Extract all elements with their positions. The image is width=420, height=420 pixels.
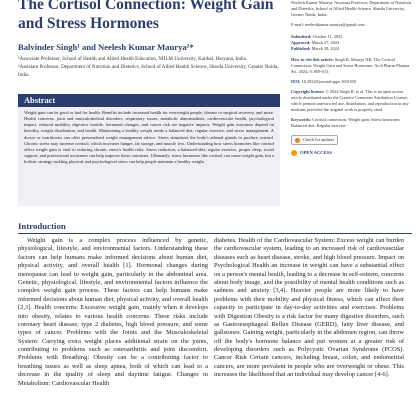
doi-link[interactable]: 10.29328/journal.apps.1001050 [301,79,357,85]
open-access-icon [291,150,297,156]
approved-value: March 27, 2024 [311,40,340,46]
doi-label: DOI: [291,79,301,85]
citation-text: Singh B, Maurya NK. The Cortisol Connection: Weight Gain and Stress Hormones. Arch Pharm Pharma Sci. 2024; 8: 009-015. [291,57,410,75]
published-label: Published: [291,46,311,52]
article-dates [291,34,412,52]
abstract-box [18,94,280,206]
body-column-left: Weight gain is a complex process influenced by genetic, physiological, lifestyle, and environmental factors. Understanding these factors can help humans make informed decisions about human diet, physical activity, and overall health [1]. Hormonal changes during menopause can lead to weight gain, particularly in the abdominal area. Genetic, physiological, lifestyle, and environmental factors influence the complex weight gain process. These factors can help humans make informed decisions about human diet, physical activity, and overall health [2,3]. Health concerns: Excessive weight gain, mainly when it develops into obesity, relates to various health concerns. These risks include coronary heart disease, type 2 diabetes, high blood pressure, and some types of cancer. Problems with the Joints and the Musculoskeletal System: Carrying extra weight places additional strain on the joints, contributing to problems such as osteoarthritis and joint discomfort. Problems with Breathing: Obesity can be a contributing factor to breathing issues as well as sleep apnea, both of which can lead to a decrease in the quality of sleep and daytime fatigue. Changes in Metabolism: Cardiovascular Health [18,237,208,387]
author-list: Balvinder Singh¹ and Neelesh Kumar Maurya²* [18,42,194,52]
approved-label: Approved: [291,40,311,46]
section-divider [18,233,412,234]
check-updates-label: Check for updates [303,137,335,143]
published-date [291,46,412,52]
open-access-badge [291,150,412,156]
article-title: The Cortisol Connection: Weight Gain and Stress Hormones [18,0,274,32]
article-info-sidebar [291,0,412,157]
citation-label: How to cite this article: [291,57,334,63]
affiliation-2: ²Assistant Professor, Department of Nutrition and Dietetics, School of Allied Health Science, Sharda University, Greater Noida, India [18,64,279,78]
affiliations [18,56,288,80]
corresponding-author [291,0,412,28]
copyright-text: © 2024 Singh B, et al. This is an open access article distributed under the Creative Commons Attribution License, which permits unrestricted use, distribution, and reproduction in any medium, provided the original work is properly cited. [291,89,409,113]
body-column-right: diabetes. Health of the Cardiovascular System: Excess weight can burden the cardiovascular system, leading to an increased risk of cardiovascular diseases such as heart disease, stroke, and high blood pressure. Impact on Psychological Health an increase in weight can have a substantial effect on a person's mental health, leading to a decrease in self-esteem, concerns about body image, and the possibility of mental health conditions such as sadness and anxiety [3,4]. Heavier people are more likely to have problems with their mobility and physical fitness, which can affect their capacity to participate in day-to-day activities and exercises. Problems with Digestion Obesity is a risk factor for many digestive disorders, such as Gastroesophageal Reflux Disease (GERD), fatty liver disease, and gallstones. Gaining weight, particularly in the abdomen region, can throw off the body's hormone balance and put women at a greater risk of developing disorders such as Polycystic Ovarian Syndrome (PCOS). Cancer Risk Certain cancers, including breast, colon, and endometrial cancers, are more prevalent in people who are overweight or obese. This increases the likelihood that an individual may develop cancer [4-6]. [214,237,404,379]
corresponding-author-contact: Neelesh Kumar Maurya, Assistant Professor, Department of Nutrition and Dietetics, School of Allied Health Science, Sharda University, Greater Noida, India. [291,0,411,18]
keywords [291,117,412,129]
corresponding-author-email[interactable]: E-mail: neeleshkumar.maurya@gmail.com [291,22,365,28]
affiliation-1: ¹Associate Professor, School of Health and Allied Health Education, NIILM University, Kaithal, Haryana, India [18,56,246,62]
published-value: March 28, 2024 [311,46,339,52]
citation [291,57,412,75]
copyright-label: Copyright license: [291,89,325,95]
keywords-label: Keywords: [291,117,312,123]
submitted-label: Submitted: [291,34,312,40]
submitted-value: October 11, 2023 [312,34,343,40]
abstract-heading: Abstract [18,94,280,107]
section-heading-introduction: Introduction [18,221,66,231]
doi [291,79,412,85]
keywords-text: Cortisol connection; Weight gain; Stress hormones; Balanced diet; Regular exercise [291,117,401,129]
open-access-label: OPEN ACCESS [300,150,332,156]
check-for-updates-button[interactable] [291,135,338,145]
copyright [291,89,412,113]
abstract-text: Weight gain can be good or bad for health. Benefits include increased health for overweight people, disease or surgical recovery, and more. Health concerns, joint and musculoskeletal disorders, respiratory issues, metabolic abnormalities, cardiovascular health, psychological impact, reduced mobility, digestive trouble, hormonal changes, and cancer risk are negative impacts. Weight gain outcomes depend on heredity, weight distribution, and health. Maintaining a healthy weight needs a balanced diet, regular exercise, and stress management. A doctor or nutritionist can offer personalised weight management advice. Stress stimulates the body's adrenal glands to produce cortisol. Chronic stress may increase cortisol, which increases hunger, fat storage, and muscle loss. Understanding how stress hormones like cortisol affect weight gain is vital to reducing chronic stress's health risks. Stress reduction, a balanced diet, regular exercise, proper sleep, social support, and professional assistance can help improve these outcomes. Ultimately, stress hormones like cortisol can cause weight gain, but a holistic strategy tackling physical and psychological stress can help people maintain a healthy weight. [24,110,274,165]
update-icon [295,138,300,143]
